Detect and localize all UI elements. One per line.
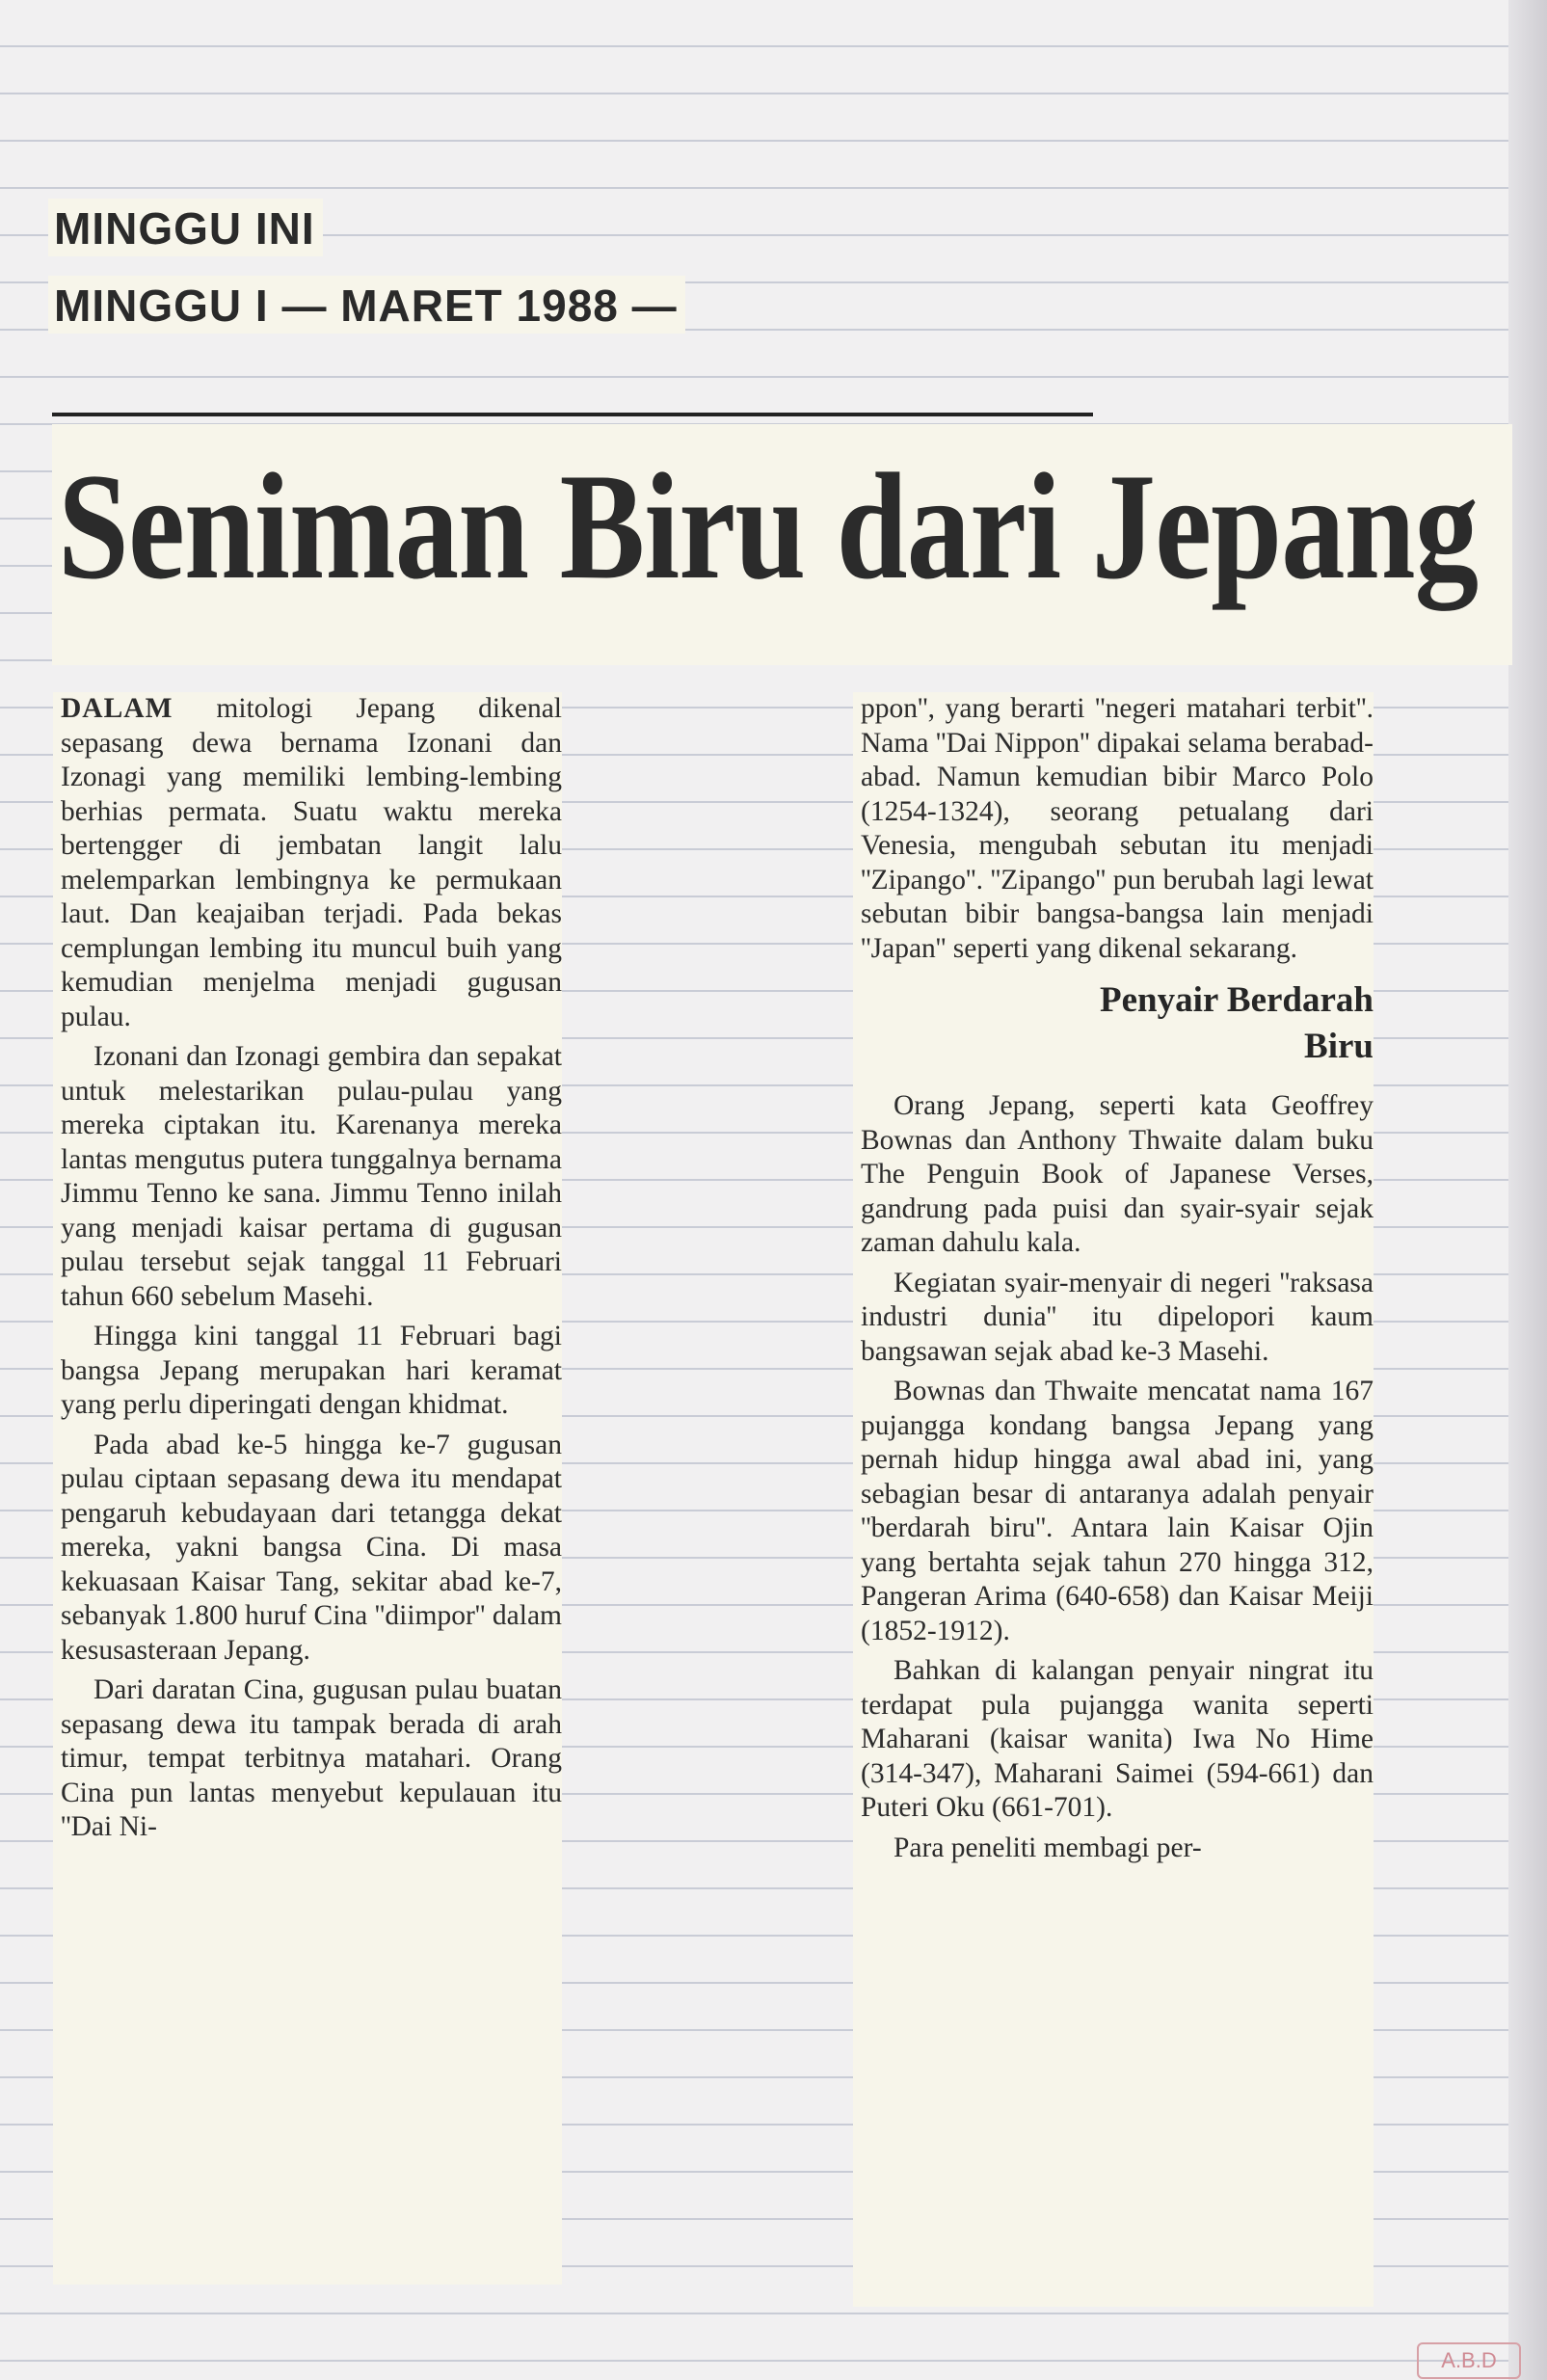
paragraph: Hingga kini tanggal 11 Februari bagi bangsa Jepang merupakan hari keramat yang perlu diperingati dengan khidmat. [61, 1321, 562, 1420]
paragraph: Izonani dan Izonagi gembira dan sepakat untuk melestarikan pulau-pulau yang mereka ciptakan itu. Karenanya mereka lantas mengutus putera tunggalnya bernama Jimmu Tenno ke sana. Jimmu Tenno inilah yang menjadi kaisar pertama di gugusan pulau tersebut sejak tanggal 11 Februari tahun 660 sebelum Masehi. [61, 1041, 562, 1312]
paragraph-text: mitologi Jepang dikenal sepasang dewa bernama Izonani dan Izonagi yang memiliki lembing-lembing berhias permata. Suatu waktu mereka bertengger di jembatan langit lalu melemparkan lembingnya ke permukaan laut. Dan keajaiban terjadi. Pada bekas cemplungan lembing itu muncul buih yang kemudian menjelma menjadi gugusan pulau. [61, 693, 563, 1032]
article-column-2 [853, 692, 1374, 2307]
archive-stamp: A.B.D [1417, 2342, 1521, 2379]
headline-rule [52, 413, 1093, 416]
lead-word: DALAM [61, 693, 173, 724]
rubric-label: MINGGU INI [48, 199, 323, 256]
paragraph: Pada abad ke-5 hingga ke-7 gugusan pulau ciptaan sepasang dewa itu mendapat pengaruh kebudayaan dari tetangga dekat mereka, yakni bangsa Cina. Di masa kekuasaan Kaisar Tang, sekitar abad ke-7, sebanyak 1.800 huruf Cina ''diimpor'' dalam kesusasteraan Jepang. [61, 1429, 562, 1666]
paragraph: Bahkan di kalangan penyair ningrat itu terdapat pula pujangga wanita seperti Maharani (kaisar wanita) Iwa No Hime (314-347), Maharani Saimei (594-661) dan Puteri Oku (661-701). [861, 1655, 1374, 1823]
subheading-line: Penyair Berdarah [1100, 980, 1374, 1020]
paragraph: Kegiatan syair-menyair di negeri ''raksasa industri dunia'' itu dipelopori kaum bangsawan sejak abad ke-3 Masehi. [861, 1267, 1374, 1367]
scrapbook-binding [1508, 0, 1547, 2380]
section-subheading [861, 977, 1374, 1070]
paragraph: Para peneliti membagi per- [894, 1832, 1202, 1863]
paragraph [61, 692, 562, 1034]
paragraph: Orang Jepang, seperti kata Geoffrey Bownas dan Anthony Thwaite dalam buku The Penguin Book of Japanese Verses, gandrung pada puisi dan syair-syair sejak zaman dahulu kala. [861, 1090, 1374, 1258]
paragraph: ppon'', yang berarti ''negeri matahari terbit''. Nama ''Dai Nippon'' dipakai selama berabad-abad. Namun kemudian bibir Marco Polo (1254-1324), seorang petualang dari Venesia, mengubah sebutan itu menjadi ''Zipango''. ''Zipango'' pun berubah lagi lewat sebutan bibir bangsa-bangsa lain menjadi ''Japan'' seperti yang dikenal sekarang. [861, 693, 1374, 964]
article-column-1 [53, 692, 562, 2285]
paragraph: Dari daratan Cina, gugusan pulau buatan sepasang dewa itu tampak berada di arah timur, tempat terbitnya matahari. Orang Cina pun lantas menyebut kepulauan itu ''Dai Ni- [61, 1674, 562, 1842]
paragraph: Bownas dan Thwaite mencatat nama 167 pujangga kondang bangsa Jepang yang pernah hidup hingga awal abad ini, yang sebagian besar di antaranya adalah penyair ''berdarah biru''. Antara lain Kaisar Ojin yang bertahta sejak tahun 270 hingga 312, Pangeran Arima (640-658) dan Kaisar Meiji (1852-1912). [861, 1376, 1374, 1646]
subheading-line: Biru [1304, 1027, 1374, 1066]
article-headline: Seniman Biru dari Jepang [58, 442, 1479, 611]
rubric-date: MINGGU I — MARET 1988 — [48, 276, 685, 334]
